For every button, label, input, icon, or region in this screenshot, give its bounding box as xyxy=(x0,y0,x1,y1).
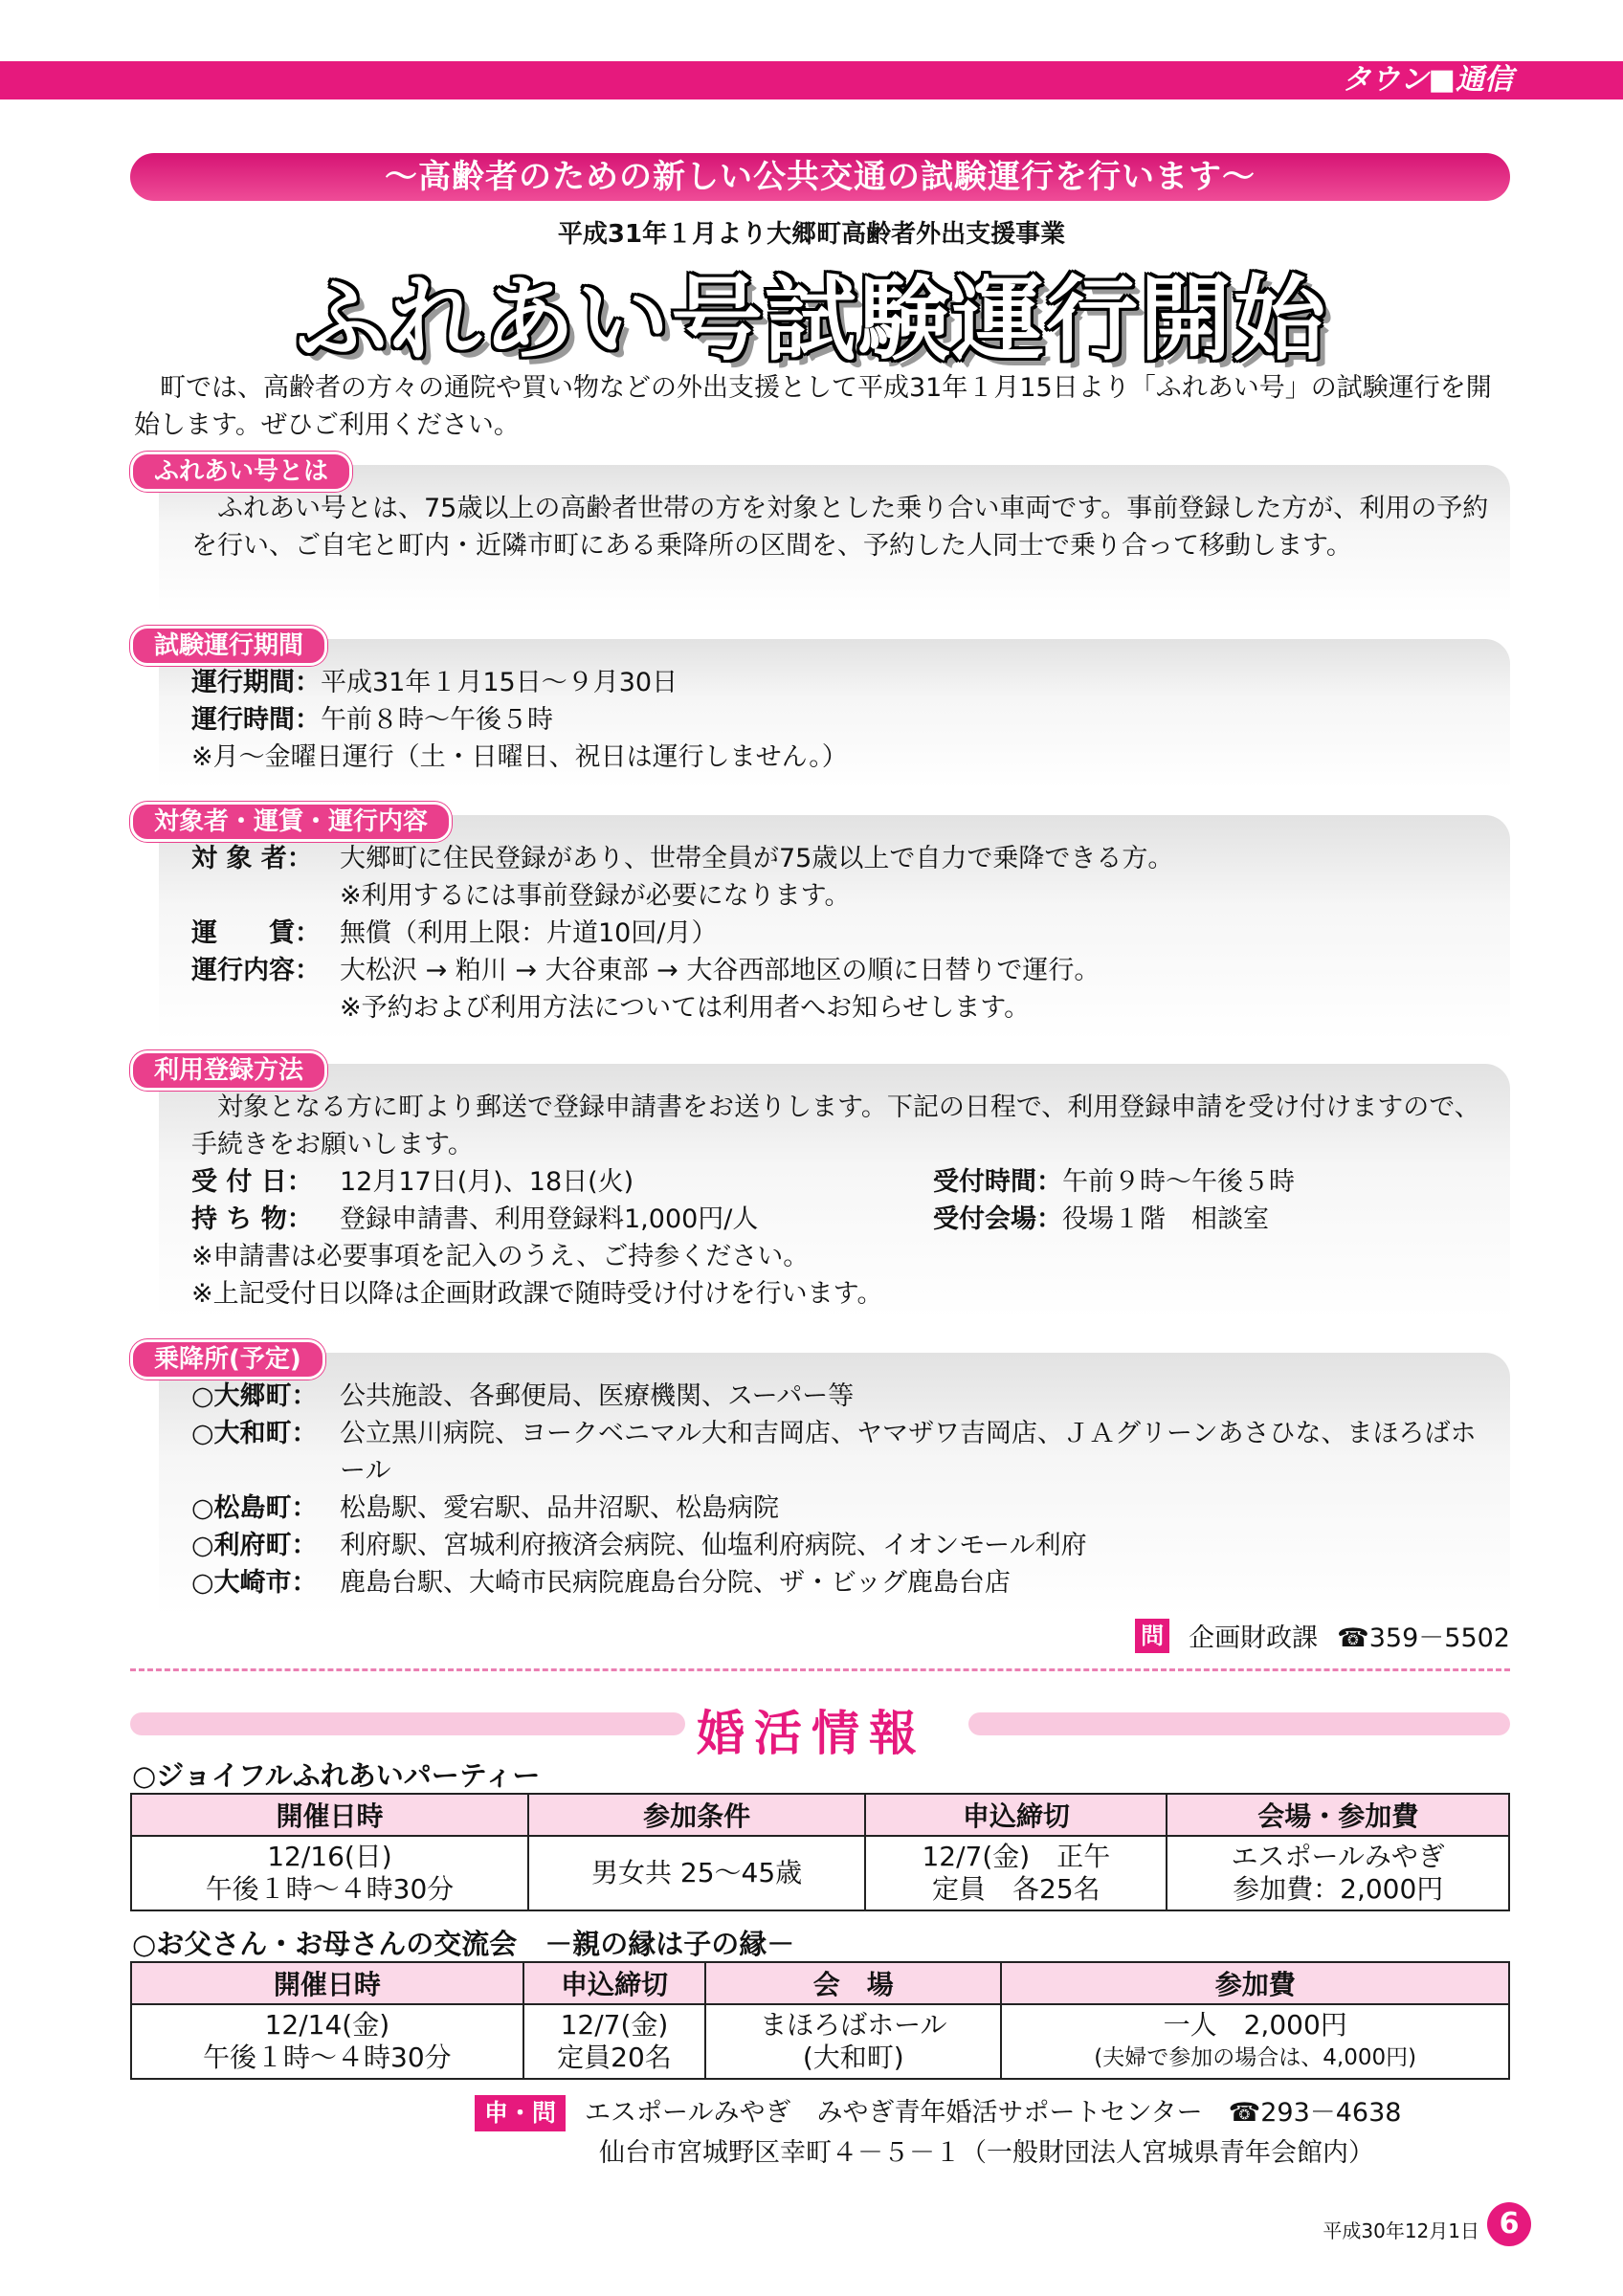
stop-row: ○大崎市： 鹿島台駅、大崎市民病院鹿島台分院、ザ・ビッグ鹿島台店 xyxy=(191,1568,1011,1598)
table-header: 会場・参加費 xyxy=(1167,1794,1509,1836)
period-note: ※月～金曜日運行（土・日曜日、祝日は運行しません。） xyxy=(191,742,848,772)
table-header: 開催日時 xyxy=(131,1962,523,2004)
konkatsu-title: 婚活情報 xyxy=(697,1706,926,1761)
section-tag: 対象者・運賃・運行内容 xyxy=(130,802,452,842)
section-tag: ふれあい号とは xyxy=(130,452,352,492)
section-register xyxy=(130,1050,1510,1318)
stop-row: ○大郷町： 公共施設、各郵便局、医療機関、スーパー等 xyxy=(191,1381,855,1411)
stop-row: ○松島町： 松島駅、愛宕駅、品井沼駅、松島病院 xyxy=(191,1493,779,1523)
main-title: ふれあい号試験運行開始 xyxy=(296,266,1327,373)
contact-phone: ☎359－5502 xyxy=(1337,1623,1510,1653)
contact-address: 仙台市宮城野区幸町４－５－１（一般財団法人宮城県青年会館内） xyxy=(599,2138,1374,2168)
table-cell: エスポールみやぎ 参加費：2,000円 xyxy=(1167,1836,1509,1910)
stop-row: ○大和町： 公立黒川病院、ヨークベニマル大和吉岡店、ヤマザワ吉岡店、ＪＡグリーンあさひな、まほろばホール xyxy=(191,1419,1477,1486)
divider xyxy=(130,1668,1510,1671)
table-cell: 12/7(金) 定員20名 xyxy=(523,2004,705,2079)
banner: ～高齢者のための新しい公共交通の試験運行を行います～ xyxy=(130,153,1510,201)
contact-konkatsu xyxy=(475,2093,1401,2174)
section-tag: 試験運行期間 xyxy=(130,626,327,666)
target-row: ※利用するには事前登録が必要になります。 xyxy=(340,881,851,911)
subtitle: 平成31年１月より大郷町高齢者外出支援事業 xyxy=(557,220,1066,249)
table-header: 会 場 xyxy=(705,1962,1001,2004)
contact-line: エスポールみやぎ みやぎ青年婚活サポートセンター ☎293－4638 xyxy=(585,2098,1402,2128)
event1-table xyxy=(130,1793,1510,1911)
table-cell: 12/7(金) 正午 定員 各25名 xyxy=(865,1836,1167,1910)
inquiry-badge: 問 xyxy=(1135,1619,1169,1653)
section-tag: 乗降所(予定) xyxy=(130,1339,325,1380)
section-target xyxy=(130,802,1510,1041)
target-row: ※予約および利用方法については利用者へお知らせします。 xyxy=(340,993,1031,1023)
table-header: 参加費 xyxy=(1001,1962,1509,2004)
table-header: 参加条件 xyxy=(528,1794,865,1836)
table-header: 開催日時 xyxy=(131,1794,528,1836)
header-label: タウン■通信 xyxy=(1342,63,1513,97)
event2-table xyxy=(130,1961,1510,2080)
target-row: 対 象 者： 大郷町に住民登録があり、世帯全員が75歳以上で自力で乗降できる方。 xyxy=(191,844,1174,873)
table-cell: まほろばホール (大和町) xyxy=(705,2004,1001,2079)
section-tag: 利用登録方法 xyxy=(130,1050,327,1091)
table-header: 申込締切 xyxy=(865,1794,1167,1836)
intro-text: 町では、高齢者の方々の通院や買い物などの外出支援として平成31年１月15日より「ふれあい号」の試験運行を開始します。ぜひご利用ください。 xyxy=(134,373,1492,440)
section-about xyxy=(130,452,1510,614)
event2-title: ○お父さん・お母さんの交流会 －親の縁は子の縁－ xyxy=(132,1928,795,1960)
contact-dept: 企画財政課 xyxy=(1189,1623,1319,1653)
register-note: ※上記受付日以降は企画財政課で随時受け付けを行います。 xyxy=(191,1279,883,1309)
target-row: 運 賃： 無償（利用上限：片道10回/月） xyxy=(191,918,718,948)
section-stops xyxy=(130,1339,1510,1617)
table-cell: 男女共 25～45歳 xyxy=(528,1836,865,1910)
period-row: 運行時間： 午前８時～午後５時 xyxy=(191,705,553,735)
register-note: ※申請書は必要事項を記入のうえ、ご持参ください。 xyxy=(191,1242,810,1271)
table-header: 申込締切 xyxy=(523,1962,705,2004)
table-cell: 12/16(日) 午後１時～４時30分 xyxy=(131,1836,528,1910)
event1-title: ○ジョイフルふれあいパーティー xyxy=(132,1759,541,1792)
contact-planning xyxy=(1135,1617,1510,1654)
table-cell: 12/14(金) 午後１時～４時30分 xyxy=(131,2004,523,2079)
table-cell: 一人 2,000円 (夫婦で参加の場合は、4,000円) xyxy=(1001,2004,1509,2079)
period-row: 運行期間： 平成31年１月15日～９月30日 xyxy=(191,668,678,697)
page-number: 6 xyxy=(1487,2202,1531,2246)
register-row: 持 ち 物： 登録申請書、利用登録料1,000円/人 受付会場： 役場１階 相談室 xyxy=(191,1204,1269,1234)
target-row: 運行内容： 大松沢 → 粕川 → 大谷東部 → 大谷西部地区の順に日替りで運行。 xyxy=(191,956,1101,985)
register-text: 対象となる方に町より郵送で登録申請書をお送りします。下記の日程で、利用登録申請を受け付けますので、手続きをお願いします。 xyxy=(191,1093,1480,1159)
footer-date: 平成30年12月1日 xyxy=(1323,2219,1479,2242)
register-row: 受 付 日： 12月17日(月)、18日(火) 受付時間： 午前９時～午後５時 xyxy=(191,1167,1295,1197)
apply-inquiry-badge: 申・問 xyxy=(475,2095,566,2131)
about-text: ふれあい号とは、75歳以上の高齢者世帯の方を対象とした乗り合い車両です。事前登録した方が、利用の予約を行い、ご自宅と町内・近隣市町にある乗降所の区間を、予約した人同士で乗り合って移動します。 xyxy=(191,494,1489,561)
stop-row: ○利府町： 利府駅、宮城利府掖済会病院、仙塩利府病院、イオンモール利府 xyxy=(191,1531,1087,1560)
section-period xyxy=(130,626,1510,788)
